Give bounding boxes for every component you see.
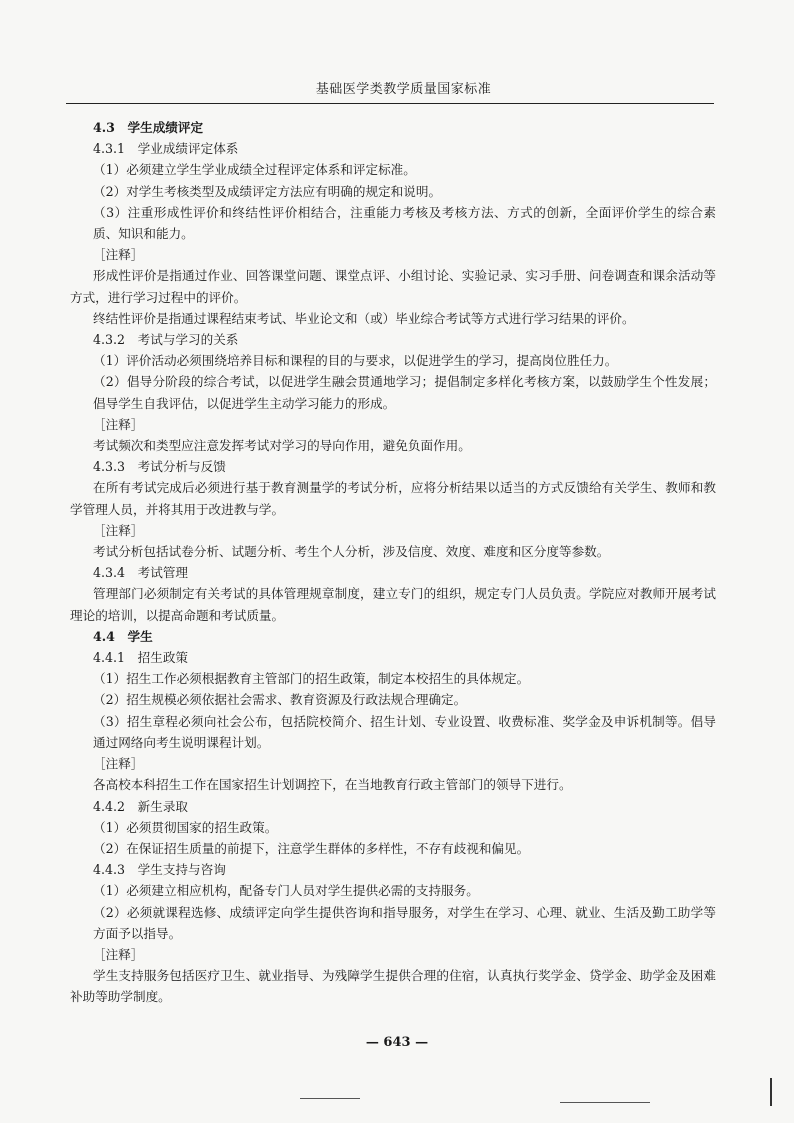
paragraph: 形成性评价是指通过作业、回答课堂问题、课堂点评、小组讨论、实验记录、实习手册、问卷调查和课余活动等方式，进行学习过程中的评价。 <box>70 268 716 305</box>
subsection-heading: 4.3.1 学业成绩评定体系 <box>93 141 239 157</box>
note-label: ［注释］ <box>93 946 144 962</box>
note-label: ［注释］ <box>93 247 144 263</box>
page-number: — 643 — <box>365 1035 429 1050</box>
subsection-heading: 4.4.1 招生政策 <box>93 650 189 666</box>
subsection-heading: 4.4.2 新生录取 <box>93 798 189 814</box>
paragraph: 在所有考试完成后必须进行基于教育测量学的考试分析，应将分析结果以适当的方式反馈给有关学生、教师和教学管理人员，并将其用于改进教与学。 <box>70 480 716 517</box>
numbered-item: （2）招生规模必须依据社会需求、教育资源及行政法规合理确定。 <box>93 692 467 708</box>
header-rule <box>66 103 714 104</box>
numbered-item: （3）注重形成性评价和终结性评价相结合，注重能力考核及考核方法、方式的创新，全面评价学生的综合素质、知识和能力。 <box>93 204 716 242</box>
scan-speck <box>300 1098 360 1099</box>
numbered-item: （1）评价活动必须围绕培养目标和课程的目的与要求，以促进学生的学习，提高岗位胜任力。 <box>93 353 618 369</box>
numbered-item: （2）对学生考核类型及成绩评定方法应有明确的规定和说明。 <box>93 183 442 199</box>
note-label: ［注释］ <box>93 756 144 772</box>
numbered-item: （1）必须建立学生学业成绩全过程评定体系和评定标准。 <box>93 162 416 178</box>
subsection-heading: 4.3.4 考试管理 <box>93 565 189 581</box>
numbered-item: （2）倡导分阶段的综合考试，以促进学生融会贯通地学习；提倡制定多样化考核方案，以鼓励学生个性发展；倡导学生自我评估，以促进学生主动学习能力的形成。 <box>93 374 716 411</box>
note-label: ［注释］ <box>93 522 144 538</box>
numbered-item: （3）招生章程必须向社会公布，包括院校简介、招生计划、专业设置、收费标准、奖学金及申诉机制等。倡导通过网络向考生说明课程计划。 <box>93 713 716 750</box>
section-heading: 4.3 学生成绩评定 <box>93 120 204 135</box>
subsection-heading: 4.3.2 考试与学习的关系 <box>93 332 239 348</box>
subsection-heading: 4.3.3 考试分析与反馈 <box>93 459 226 475</box>
subsection-heading: 4.4.3 学生支持与咨询 <box>93 862 226 878</box>
paragraph: 考试频次和类型应注意发挥考试对学习的导向作用，避免负面作用。 <box>93 438 471 454</box>
paragraph: 各高校本科招生工作在国家招生计划调控下，在当地教育行政主管部门的领导下进行。 <box>93 777 572 793</box>
paragraph: 管理部门必须制定有关考试的具体管理规章制度，建立专门的组织，规定专门人员负责。学院应对教师开展考试理论的培训，以提高命题和考试质量。 <box>70 586 716 623</box>
scan-edge-mark <box>770 1078 772 1106</box>
paragraph: 学生支持服务包括医疗卫生、就业指导、为残障学生提供合理的住宿，认真执行奖学金、贷学金、助学金及困难补助等助学制度。 <box>70 968 716 1005</box>
numbered-item: （1）招生工作必须根据教育主管部门的招生政策，制定本校招生的具体规定。 <box>93 671 530 687</box>
section-heading: 4.4 学生 <box>93 628 153 644</box>
document-body <box>70 117 716 1008</box>
numbered-item: （2）必须就课程选修、成绩评定向学生提供咨询和指导服务，对学生在学习、心理、就业、生活及勤工助学等方面予以指导。 <box>93 904 716 941</box>
running-header: 基础医学类教学质量国家标准 <box>315 82 492 97</box>
numbered-item: （2）在保证招生质量的前提下，注意学生群体的多样性，不存有歧视和偏见。 <box>93 840 530 856</box>
numbered-item: （1）必须贯彻国家的招生政策。 <box>93 819 278 835</box>
paragraph: 终结性评价是指通过课程结束考试、毕业论文和（或）毕业综合考试等方式进行学习结果的评价。 <box>93 310 635 326</box>
scan-speck <box>560 1102 650 1103</box>
note-label: ［注释］ <box>93 416 144 432</box>
numbered-item: （1）必须建立相应机构，配备专门人员对学生提供必需的支持服务。 <box>93 883 479 899</box>
paragraph: 考试分析包括试卷分析、试题分析、考生个人分析，涉及信度、效度、难度和区分度等参数。 <box>93 544 610 560</box>
